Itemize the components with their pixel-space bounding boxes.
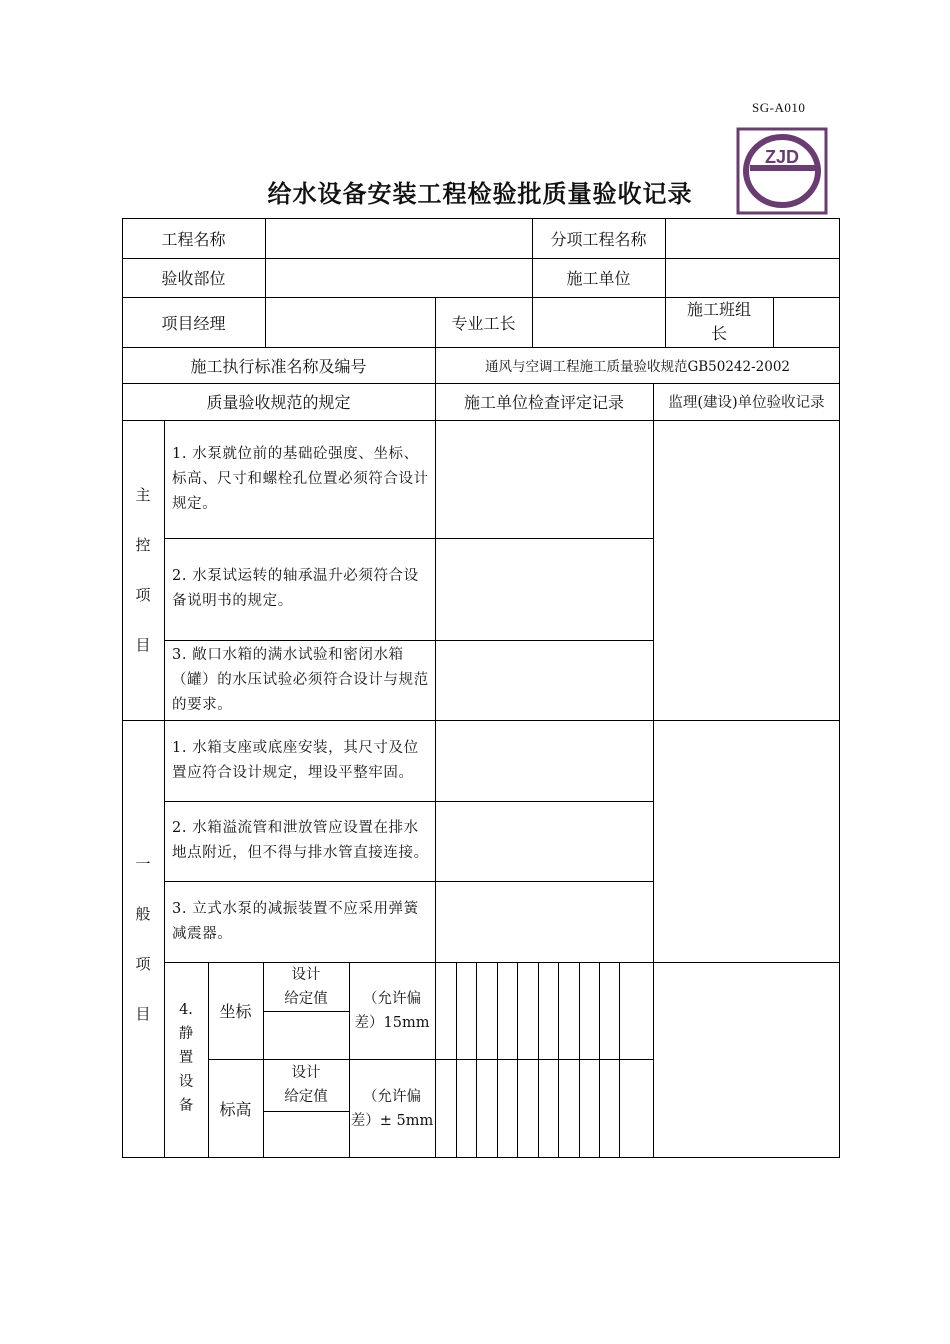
general-items-label: 一 般 项 目 <box>135 855 151 1023</box>
main-item-2: 2. 水泵试运转的轴承温升必须符合设备说明书的规定。 <box>172 568 419 609</box>
self-check-general-2[interactable] <box>435 801 653 881</box>
team-leader-label: 施工班组长 <box>686 300 751 343</box>
project-manager-field[interactable] <box>265 297 435 347</box>
grid-line <box>579 962 580 1158</box>
coordinate-label: 坐标 <box>219 1002 252 1021</box>
elevation-design-value-label: 设计 给定值 <box>284 1065 328 1105</box>
inspection-form <box>122 218 840 1158</box>
document-code: SG-A010 <box>752 100 806 115</box>
grid-line <box>599 962 600 1158</box>
item4-label: 4. 静 置 设 备 <box>178 1002 194 1114</box>
project-manager-label: 项目经理 <box>161 313 226 333</box>
general-item-1: 1. 水箱支座或底座安装，其尺寸及位置应符合设计规定，埋设平整牢固。 <box>172 739 419 781</box>
elevation-label: 标高 <box>219 1100 252 1119</box>
self-check-general-3[interactable] <box>435 881 653 962</box>
grid-line <box>619 962 620 1158</box>
construction-unit-label: 施工单位 <box>566 269 631 288</box>
coordinate-design-value-field[interactable] <box>263 1011 349 1059</box>
grid-line <box>497 962 498 1158</box>
grid-line <box>558 962 559 1158</box>
document-title: 给水设备安装工程检验批质量验收记录 <box>267 179 693 208</box>
main-items-label: 主 控 项 目 <box>135 486 151 654</box>
foreman-label: 专业工长 <box>451 313 516 333</box>
sub-project-label: 分项工程名称 <box>550 229 647 249</box>
inspection-part-field[interactable] <box>265 258 532 297</box>
inspection-part-label: 验收部位 <box>161 269 226 288</box>
supervision-column-header: 监理(建设)单位验收记录 <box>668 395 825 411</box>
logo-text: ZJD <box>764 147 800 167</box>
self-check-column-header: 施工单位检查评定记录 <box>463 393 624 412</box>
project-name-field[interactable] <box>265 218 532 258</box>
coordinate-design-value-label: 设计 给定值 <box>284 966 328 1007</box>
self-check-main-3[interactable] <box>435 640 653 720</box>
general-item-3: 3. 立式水泵的减振装置不应采用弹簧减震器。 <box>172 900 419 942</box>
foreman-field[interactable] <box>532 297 665 347</box>
main-item-1: 1. 水泵就位前的基础砼强度、坐标、标高、尺寸和螺栓孔位置必须符合设计规定。 <box>172 445 429 512</box>
standard-label: 施工执行标准名称及编号 <box>190 356 367 376</box>
spec-column-header: 质量验收规范的规定 <box>206 393 351 412</box>
grid-line <box>517 962 518 1158</box>
main-item-3: 3. 敞口水箱的满水试验和密闭水箱（罐）的水压试验必须符合设计与规范的要求。 <box>172 646 429 713</box>
general-item-2: 2. 水箱溢流管和泄放管应设置在排水地点附近，但不得与排水管直接连接。 <box>172 820 429 861</box>
col-line <box>435 962 436 1158</box>
sub-project-field[interactable] <box>665 218 840 258</box>
grid-line <box>538 962 539 1158</box>
supervision-item4-record[interactable] <box>653 962 840 1158</box>
elevation-design-value-field[interactable] <box>263 1111 349 1158</box>
elevation-tolerance: （允许偏 差）± 5mm <box>350 1088 434 1129</box>
grid-line <box>476 962 477 1158</box>
grid-line <box>456 962 457 1158</box>
team-leader-field[interactable] <box>773 297 840 347</box>
self-check-general-1[interactable] <box>435 720 653 801</box>
self-check-main-1[interactable] <box>435 420 653 538</box>
standard-value: 通风与空调工程施工质量验收规范GB50242-2002 <box>484 359 791 375</box>
coordinate-tolerance: （允许偏 差）15mm <box>354 990 430 1031</box>
supervision-main-record[interactable] <box>653 420 840 720</box>
project-name-label: 工程名称 <box>161 229 226 249</box>
supervision-general-record[interactable] <box>653 720 840 962</box>
construction-unit-field[interactable] <box>665 258 840 297</box>
self-check-main-2[interactable] <box>435 538 653 640</box>
